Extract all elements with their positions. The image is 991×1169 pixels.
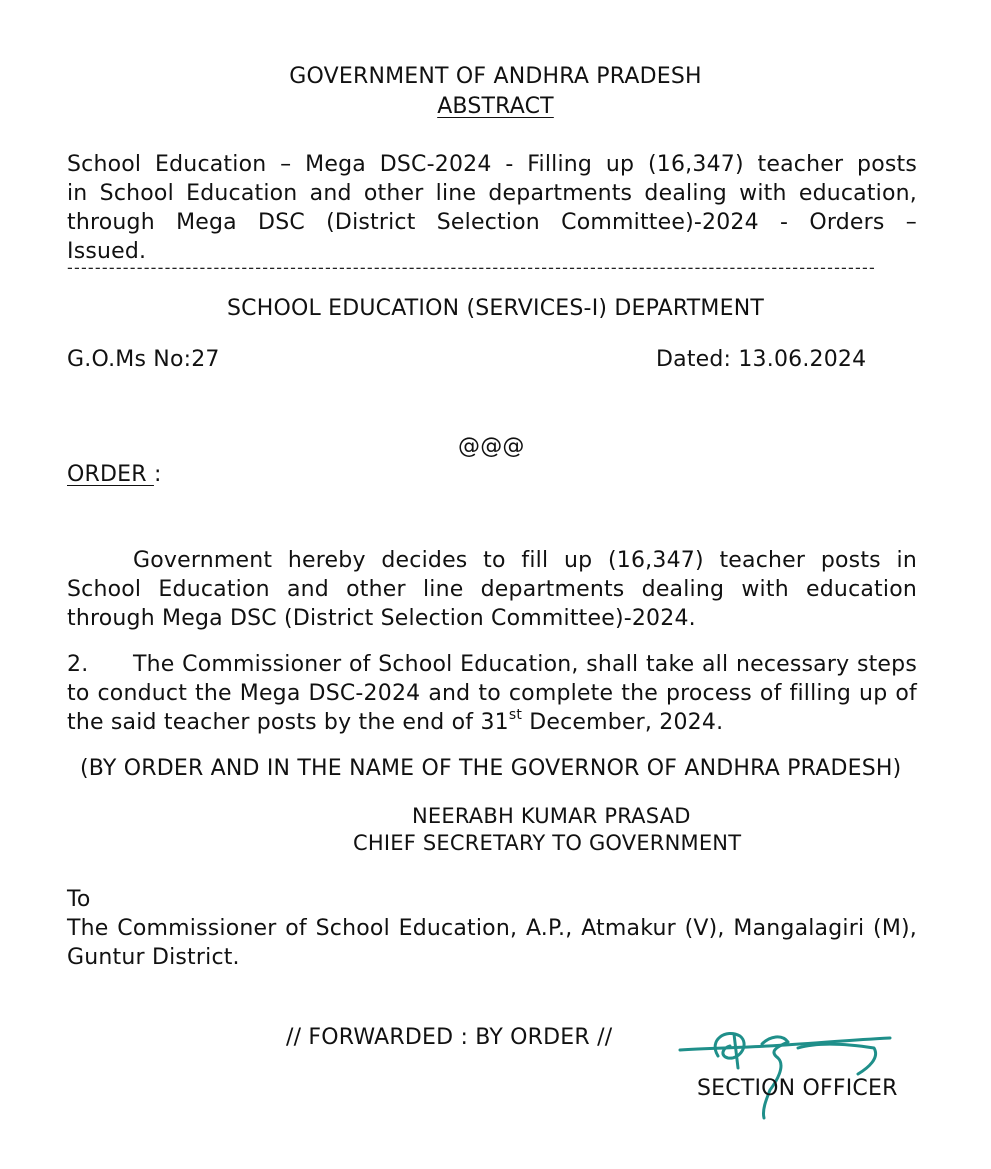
go-number: G.O.Ms No:27: [67, 347, 220, 372]
paragraph-2-text: The Commissioner of School Education, shall take all necessary steps to conduct the Mega DSC-2024 and to complete the process of filling up of the said teacher posts by the end of 31: [67, 652, 917, 735]
subject-block: [67, 150, 917, 266]
signature-image: [678, 1018, 898, 1122]
to-address: The Commissioner of School Education, A.P., Atmakur (V), Mangalagiri (M), Guntur District.: [67, 916, 917, 970]
government-heading: GOVERNMENT OF ANDHRA PRADESH: [289, 64, 702, 89]
dashed-separator: --------------------------------------------------------------------------------------------------------------------: [67, 258, 876, 277]
signatory-name: NEERABH KUMAR PRASAD: [412, 804, 691, 828]
section-officer-label: SECTION OFFICER: [697, 1076, 898, 1101]
order-heading: [67, 460, 162, 489]
dated-label: Dated: 13.06.2024: [656, 347, 867, 372]
signatory-title: CHIEF SECRETARY TO GOVERNMENT: [353, 831, 742, 855]
paragraph-2: [67, 650, 917, 737]
paragraph-2-ordinal: st: [508, 706, 523, 723]
paragraph-2-number: 2.: [67, 652, 89, 677]
order-label: ORDER: [67, 462, 154, 487]
order-colon: :: [153, 462, 162, 487]
separator-marker: @@@: [458, 434, 525, 459]
subject-line-3: through Mega DSC (District Selection Committee)-2024 - Orders –: [67, 210, 917, 235]
subject-line-2: in School Education and other line departments dealing with education,: [67, 181, 917, 206]
to-label: To: [67, 887, 91, 912]
subject-line-4: Issued.: [67, 239, 147, 264]
forwarded-line: // FORWARDED : BY ORDER //: [286, 1025, 613, 1050]
by-order-line: (BY ORDER AND IN THE NAME OF THE GOVERNOR OF ANDHRA PRADESH): [80, 756, 902, 781]
subject-line-1: School Education – Mega DSC-2024 - Filling up (16,347) teacher posts: [67, 152, 917, 177]
department-heading: SCHOOL EDUCATION (SERVICES-I) DEPARTMENT: [226, 296, 765, 321]
abstract-heading: ABSTRACT: [437, 94, 554, 119]
paragraph-2-text-end: December, 2024.: [522, 710, 724, 735]
paragraph-1: Government hereby decides to fill up (16,347) teacher posts in School Education and other line departments dealing with education through Mega DSC (District Selection Committee)-2024.: [67, 548, 917, 631]
